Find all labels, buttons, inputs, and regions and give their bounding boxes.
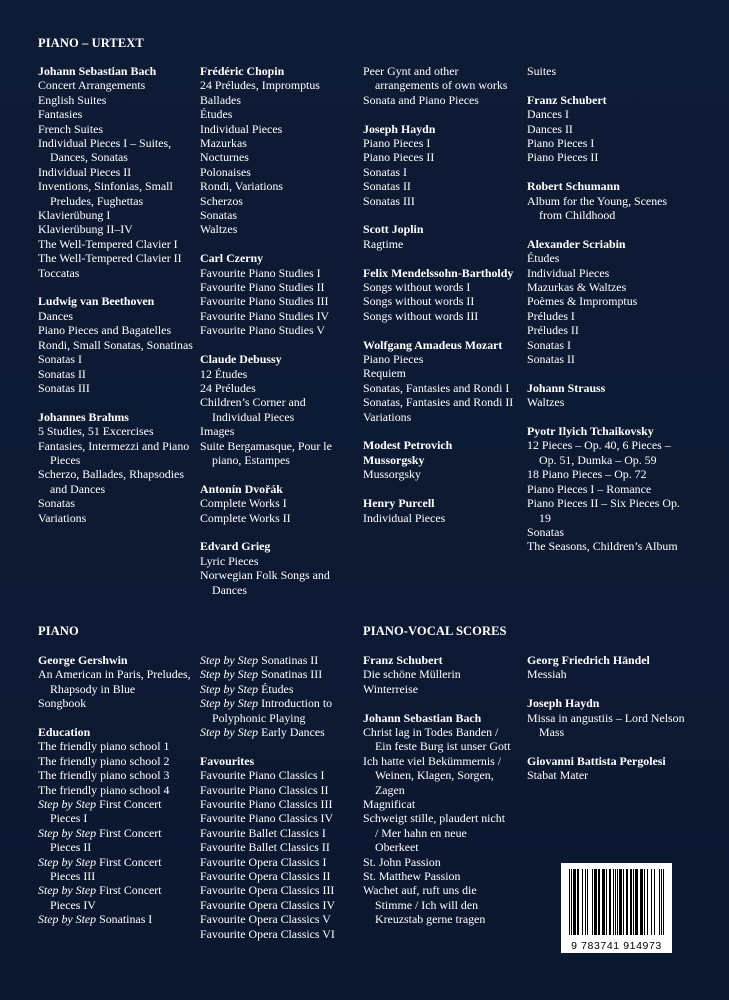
barcode-bar	[598, 869, 599, 935]
catalog-item: Images	[200, 424, 235, 439]
barcode-bar	[573, 869, 574, 935]
composer-section-georg-friedrich-handel	[527, 653, 687, 682]
catalog-item	[200, 653, 352, 667]
barcode-number: 9 783741 914973	[571, 940, 662, 952]
catalog-item: Variations	[38, 510, 87, 525]
item-title: First Concert Pieces IV	[50, 883, 162, 912]
catalog-item: Waltzes	[200, 222, 238, 237]
catalog-item	[38, 797, 194, 826]
catalog-item: 24 Préludes, Impromptus	[200, 78, 320, 93]
catalog-item: The friendly piano school 3	[38, 768, 170, 783]
item-title: First Concert Pieces III	[50, 854, 162, 884]
catalog-item: Die schöne Müllerin	[363, 667, 461, 682]
barcode-bar	[569, 869, 570, 935]
composer-section-claude-debussy	[200, 352, 350, 467]
catalog-item: Children’s Corner and Individual Pieces	[200, 395, 306, 424]
catalog-item: Schweigt stille, plaudert nicht / Mer hahn en neue Oberkeet	[363, 811, 505, 855]
catalog-item: Favourite Piano Studies I	[200, 265, 321, 280]
composer-name: Modest Petrovich Mussorgsky	[363, 438, 453, 467]
catalog-item: Rondi, Variations	[200, 179, 284, 194]
catalog-item: Sonata and Piano Pieces	[363, 92, 479, 107]
catalog-item: Individual Pieces II	[38, 164, 132, 179]
catalog-item: Favourite Opera Classics IV	[200, 897, 336, 912]
catalog-item: 24 Préludes	[200, 380, 256, 395]
barcode-bar	[604, 869, 605, 935]
composer-name: Alexander Scriabin	[527, 236, 626, 251]
composer-section-henry-purcell	[363, 496, 515, 525]
catalog-item: Favourite Ballet Classics II	[200, 840, 330, 855]
composer-section-johann-strauss	[527, 381, 687, 410]
catalog-item: Songs without words II	[363, 294, 475, 309]
catalog-item: The Seasons, Children’s Album	[527, 539, 678, 554]
composer-name: Favourites	[200, 753, 255, 768]
catalog-item: Album for the Young, Scenes from Childhood	[527, 193, 668, 223]
catalog-item	[200, 696, 352, 725]
catalog-item: Études	[527, 251, 560, 266]
composer-name: Carl Czerny	[200, 251, 264, 266]
barcode-bar	[599, 869, 600, 935]
series-name: Step by Step	[38, 912, 97, 927]
catalog-item: Sonatas II	[38, 366, 86, 381]
catalog-item: Sonatas III	[363, 193, 415, 208]
catalog-item: Favourite Opera Classics II	[200, 869, 331, 884]
barcode-bar	[602, 869, 603, 935]
barcode-bar	[626, 869, 627, 935]
barcode-bar	[663, 869, 664, 935]
composer-section-continued	[200, 653, 352, 739]
catalog-item: The friendly piano school 4	[38, 782, 170, 797]
catalog-item: Ballades	[200, 92, 241, 107]
catalog-item: Sonatas	[527, 524, 564, 539]
catalog-item: Individual Pieces	[200, 121, 283, 136]
barcode-bar	[621, 869, 622, 935]
catalog-item: Sonatas I	[38, 352, 82, 367]
catalog-item	[38, 855, 194, 884]
catalog-item: Norwegian Folk Songs and Dances	[200, 568, 330, 597]
catalog-item: The Well-Tempered Clavier II	[38, 251, 182, 266]
barcode-bar	[578, 869, 579, 935]
barcode-bar	[635, 869, 636, 935]
piano-column-1	[38, 653, 194, 941]
catalog-item: Poèmes & Impromptus	[527, 294, 638, 309]
barcode-bar	[594, 869, 595, 935]
barcode-bar	[574, 869, 575, 935]
composer-section-favourites	[200, 754, 352, 941]
catalog-item: Mazurkas & Waltzes	[527, 280, 627, 295]
barcode-bar	[659, 869, 660, 935]
item-title: Sonatinas I	[96, 912, 153, 927]
catalog-item: Inventions, Sinfonias, Small Preludes, Fughettas	[38, 179, 173, 208]
catalog-item: Stabat Mater	[527, 768, 589, 783]
catalog-item: The friendly piano school 1	[38, 739, 170, 754]
catalog-item: Piano Pieces II – Six Pieces Op. 19	[527, 496, 680, 525]
catalog-item: Préludes I	[527, 308, 575, 323]
catalog-item	[200, 667, 352, 681]
barcode-bar	[627, 869, 628, 935]
catalog-item: Lyric Pieces	[200, 553, 259, 568]
composer-section-felix-mendelssohn-bartholdy	[363, 266, 515, 324]
barcode-bar	[644, 869, 645, 935]
catalog-item: Waltzes	[527, 395, 565, 410]
composer-name: Antonín Dvořák	[200, 481, 283, 496]
section-heading-piano-urtext: PIANO – URTEXT	[38, 36, 144, 50]
catalog-item: Favourite Piano Classics III	[200, 797, 333, 812]
catalog-item: Messiah	[527, 667, 567, 682]
composer-name: Giovanni Battista Pergolesi	[527, 753, 666, 768]
urtext-column-2	[200, 64, 350, 611]
barcode-bars	[561, 863, 672, 941]
catalog-item	[38, 912, 194, 926]
item-title: Études	[258, 681, 294, 696]
series-name: Step by Step	[38, 883, 97, 898]
item-title: Sonatinas III	[258, 667, 323, 682]
catalog-item: Sonatas II	[363, 179, 411, 194]
barcode-bar	[651, 869, 652, 935]
barcode-bar	[582, 869, 583, 935]
catalog-item: Mazurkas	[200, 136, 247, 151]
urtext-column-4	[527, 64, 687, 568]
catalog-item: Sonatas III	[38, 380, 90, 395]
catalog-item: Favourite Opera Classics V	[200, 912, 331, 927]
composer-section-antonin-dvorak	[200, 482, 350, 525]
catalog-item: Individual Pieces I – Suites, Dances, Sonatas	[38, 136, 172, 165]
catalog-item: Favourite Piano Classics II	[200, 782, 329, 797]
catalog-item: Sonatas I	[527, 337, 571, 352]
catalog-item: Christ lag in Todes Banden / Ein feste Burg ist unser Gott	[363, 725, 511, 754]
series-name: Step by Step	[38, 854, 97, 869]
catalog-item: Dances	[38, 308, 73, 323]
composer-section-continued	[527, 64, 687, 78]
catalog-item: Fantasies	[38, 107, 83, 122]
catalog-item: Complete Works I	[200, 496, 287, 511]
section-heading-piano-vocal-scores: PIANO-VOCAL SCORES	[363, 624, 507, 638]
catalog-item: Dances I	[527, 107, 569, 122]
catalog-item: Favourite Piano Studies II	[200, 280, 325, 295]
composer-section-johann-sebastian-bach	[38, 64, 194, 280]
composer-section-alexander-scriabin	[527, 237, 687, 367]
composer-section-giovanni-battista-pergolesi	[527, 754, 687, 783]
barcode-bar	[592, 869, 593, 935]
barcode-bar	[617, 869, 618, 935]
catalog-item: The friendly piano school 2	[38, 753, 170, 768]
composer-section-edvard-grieg	[200, 539, 350, 597]
vocal-column-1	[363, 653, 511, 941]
catalog-item: Ich hatte viel Bekümmernis / Weinen, Klagen, Sorgen, Zagen	[363, 753, 502, 797]
catalog-item: Mussorgsky	[363, 467, 421, 482]
catalog-item: Piano Pieces II	[363, 150, 435, 165]
barcode-bar	[577, 869, 578, 935]
catalog-item: Piano Pieces I – Romance	[527, 481, 652, 496]
catalog-item	[38, 826, 194, 855]
series-name: Step by Step	[200, 667, 259, 682]
catalog-item: Nocturnes	[200, 150, 249, 165]
composer-name: Joseph Haydn	[527, 696, 600, 711]
barcode-bar	[619, 869, 620, 935]
catalog-item: Concert Arrangements	[38, 78, 146, 93]
catalog-item: Songs without words I	[363, 280, 471, 295]
composer-name: Johann Sebastian Bach	[38, 64, 157, 78]
composer-name: Johannes Brahms	[38, 409, 129, 424]
composer-section-franz-schubert	[527, 93, 687, 165]
composer-section-scott-joplin	[363, 222, 515, 251]
composer-name: Johann Strauss	[527, 380, 606, 395]
composer-name: Georg Friedrich Händel	[527, 653, 650, 667]
catalog-item: Sonatas	[200, 208, 237, 223]
composer-section-joseph-haydn	[363, 122, 515, 208]
catalog-item: Rondi, Small Sonatas, Sonatinas	[38, 337, 193, 352]
catalog-item: Individual Pieces	[527, 265, 610, 280]
series-name: Step by Step	[38, 797, 97, 812]
catalog-item: Favourite Piano Studies V	[200, 323, 325, 338]
catalog-item: Préludes II	[527, 323, 579, 338]
catalog-item: Sonatas II	[527, 352, 575, 367]
catalog-item: Suites	[527, 64, 557, 78]
section-heading-piano: PIANO	[38, 624, 79, 638]
catalog-item: Polonaises	[200, 164, 251, 179]
composer-name: Wolfgang Amadeus Mozart	[363, 337, 503, 352]
item-title: First Concert Pieces I	[50, 797, 162, 826]
composer-section-johannes-brahms	[38, 410, 194, 525]
barcode-bar	[596, 869, 597, 935]
series-name: Step by Step	[200, 653, 259, 667]
catalog-item: Peer Gynt and other arrangements of own works	[363, 64, 508, 93]
composer-section-johann-sebastian-bach	[363, 711, 511, 927]
catalog-item: Klavierübung II–IV	[38, 222, 133, 237]
composer-section-carl-czerny	[200, 251, 350, 337]
composer-name: Felix Mendelssohn-Bartholdy	[363, 265, 514, 280]
barcode-bar	[613, 869, 614, 935]
catalog-item: Fantasies, Intermezzi and Piano Pieces	[38, 438, 190, 467]
catalog-item: 12 Pieces – Op. 40, 6 Pieces – Op. 51, Dumka – Op. 59	[527, 438, 671, 467]
catalog-item: Sonatas, Fantasies and Rondi II	[363, 395, 514, 410]
barcode-bar	[637, 869, 638, 935]
catalog-item: Favourite Piano Classics I	[200, 768, 325, 783]
catalog-item: An American in Paris, Preludes, Rhapsody in Blue	[38, 667, 191, 696]
composer-section-pyotr-ilyich-tchaikovsky	[527, 424, 687, 554]
isbn-barcode	[561, 863, 672, 953]
composer-section-franz-schubert	[363, 653, 511, 696]
barcode-bar	[587, 869, 588, 935]
composer-name: Robert Schumann	[527, 179, 620, 194]
barcode-bar	[615, 869, 616, 935]
composer-section-frederic-chopin	[200, 64, 350, 237]
catalog-item: 18 Piano Pieces – Op. 72	[527, 467, 647, 482]
composer-section-joseph-haydn	[527, 696, 687, 739]
catalog-item: Scherzo, Ballades, Rhapsodies and Dances	[38, 467, 184, 496]
barcode-bar	[603, 869, 604, 935]
vocal-column-2	[527, 653, 687, 797]
catalog-item: St. Matthew Passion	[363, 869, 461, 884]
catalog-item: Piano Pieces	[363, 352, 424, 367]
catalog-item: Songs without words III	[363, 308, 479, 323]
composer-name: Frédéric Chopin	[200, 64, 285, 78]
catalog-item: Requiem	[363, 366, 406, 381]
catalog-item: Sonatas	[38, 496, 75, 511]
barcode-bar	[630, 869, 631, 935]
barcode-bar	[575, 869, 576, 935]
item-title: Early Dances	[258, 725, 325, 740]
catalog-item: The Well-Tempered Clavier I	[38, 236, 178, 251]
barcode-bar	[606, 869, 607, 935]
catalog-item: Favourite Ballet Classics I	[200, 825, 326, 840]
catalog-item: Scherzos	[200, 193, 243, 208]
catalog-item: St. John Passion	[363, 854, 441, 869]
catalog-item: Favourite Opera Classics VI	[200, 926, 335, 941]
composer-name: Johann Sebastian Bach	[363, 710, 482, 725]
catalog-item: Favourite Opera Classics I	[200, 854, 327, 869]
catalog-item: Piano Pieces and Bagatelles	[38, 323, 172, 338]
piano-column-2	[200, 653, 352, 956]
barcode-bar	[585, 869, 586, 935]
catalog-item	[200, 682, 352, 696]
barcode-bar	[609, 869, 610, 935]
series-name: Step by Step	[200, 725, 259, 740]
catalog-item: Favourite Opera Classics III	[200, 883, 335, 898]
barcode-bar	[620, 869, 621, 935]
barcode-bar	[623, 869, 624, 935]
catalog-item: French Suites	[38, 121, 104, 136]
catalog-item: Songbook	[38, 696, 87, 711]
composer-section-education	[38, 725, 194, 927]
composer-name: Claude Debussy	[200, 352, 282, 367]
catalog-item: Ragtime	[363, 236, 404, 251]
composer-name: Ludwig van Beethoven	[38, 294, 155, 309]
barcode-bar	[661, 869, 662, 935]
barcode-bar	[610, 869, 611, 935]
item-title: Introduction to Polyphonic Playing	[212, 696, 333, 725]
urtext-column-1	[38, 64, 194, 539]
composer-section-continued	[363, 64, 515, 107]
item-title: Sonatinas II	[258, 653, 319, 667]
composer-section-robert-schumann	[527, 179, 687, 222]
catalog-item: 5 Studies, 51 Excercises	[38, 424, 154, 439]
urtext-column-3	[363, 64, 515, 539]
catalog-item: Magnificat	[363, 797, 416, 812]
catalog-item: Dances II	[527, 121, 573, 136]
barcode-bar	[647, 869, 648, 935]
catalog-item: Complete Works II	[200, 510, 291, 525]
series-name: Step by Step	[38, 825, 97, 840]
catalog-item: 12 Études	[200, 366, 248, 381]
catalog-item: Suite Bergamasque, Pour le piano, Estampes	[200, 438, 332, 467]
barcode-bar	[595, 869, 596, 935]
catalog-item: Variations	[363, 409, 412, 424]
item-title: First Concert Pieces II	[50, 825, 162, 855]
catalog-item: Toccatas	[38, 265, 80, 280]
catalog-item: Missa in angustiis – Lord Nelson Mass	[527, 710, 685, 740]
catalog-item: Sonatas I	[363, 164, 407, 179]
composer-name: Education	[38, 725, 91, 740]
composer-name: Franz Schubert	[527, 92, 607, 107]
catalog-item: Études	[200, 107, 233, 122]
barcode-bar	[654, 869, 655, 935]
barcode-bar	[640, 869, 641, 935]
series-name: Step by Step	[200, 681, 259, 696]
catalog-item: Winterreise	[363, 681, 418, 696]
barcode-bar	[571, 869, 572, 935]
catalog-item: Piano Pieces I	[527, 136, 595, 151]
catalog-item: Favourite Piano Studies IV	[200, 308, 330, 323]
catalog-item: Favourite Piano Studies III	[200, 294, 329, 309]
composer-name: Henry Purcell	[363, 496, 435, 511]
barcode-bar	[642, 869, 643, 935]
catalog-item: Individual Pieces	[363, 510, 446, 525]
composer-section-george-gershwin	[38, 653, 194, 711]
barcode-bar	[636, 869, 637, 935]
series-name: Step by Step	[200, 696, 259, 711]
composer-section-wolfgang-amadeus-mozart	[363, 338, 515, 424]
barcode-bar	[633, 869, 634, 935]
catalog-item: Favourite Piano Classics IV	[200, 811, 334, 826]
composer-name: Scott Joplin	[363, 222, 424, 237]
catalog-item	[200, 725, 352, 739]
catalog-item: Piano Pieces II	[527, 150, 599, 165]
barcode-bar	[641, 869, 642, 935]
composer-name: Pyotr Ilyich Tchaikovsky	[527, 424, 654, 439]
catalog-item: Wachet auf, ruft uns die Stimme / Ich will den Kreuzstab gerne tragen	[363, 883, 486, 927]
composer-section-modest-petrovich-mussorgsky	[363, 438, 515, 481]
catalog-item: Sonatas, Fantasies and Rondi I	[363, 380, 510, 395]
catalog-item: English Suites	[38, 92, 107, 107]
catalog-item: Klavierübung I	[38, 208, 111, 223]
barcode-bar	[631, 869, 632, 935]
composer-name: Franz Schubert	[363, 653, 443, 667]
catalog-item	[38, 883, 194, 912]
composer-section-ludwig-van-beethoven	[38, 294, 194, 395]
composer-name: Joseph Haydn	[363, 121, 436, 136]
composer-name: Edvard Grieg	[200, 539, 271, 554]
composer-name: George Gershwin	[38, 653, 128, 667]
catalog-item: Piano Pieces I	[363, 136, 431, 151]
